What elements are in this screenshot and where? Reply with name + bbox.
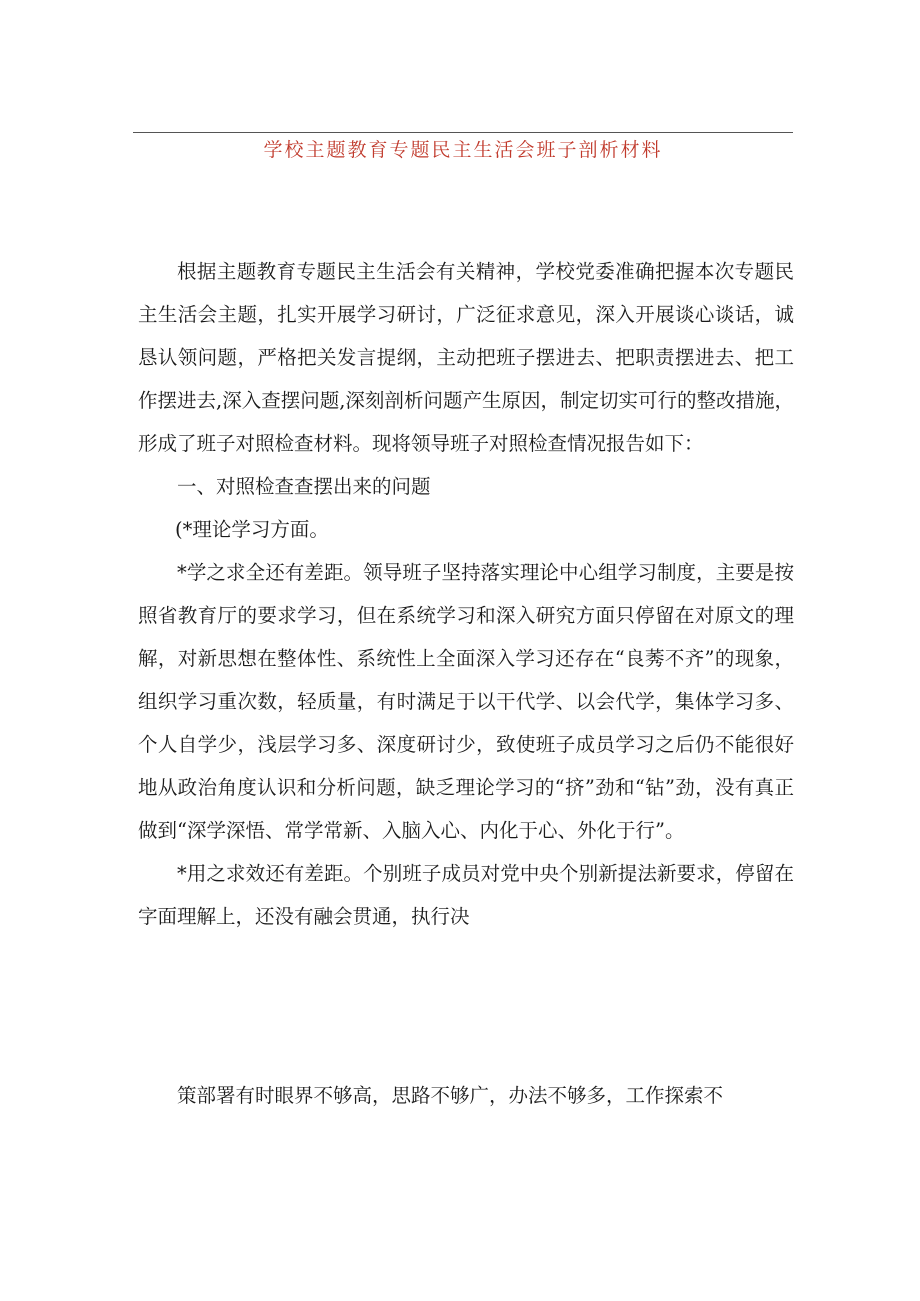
- intro-paragraph: 根据主题教育专题民主生活会有关精神，学校党委准确把握本次专题民主生活会主题，扎实开展学习研讨，广泛征求意见，深入开展谈心谈话，诚恳认领问题，严格把关发言提纲，主动把班子摆进去、把职责摆进去、把工作摆进去,深入查摆问题,深刻剖析问题产生原因，制定切实可行的整改措施，形成了班子对照检查材料。现将领导班子对照检查情况报告如下：: [138, 260, 794, 455]
- header-rule: [133, 132, 793, 133]
- section-heading-1: 一、对照检查查摆出来的问题: [177, 475, 431, 498]
- document-title: 学校主题教育专题民主生活会班子剖析材料: [263, 139, 663, 161]
- subsection-heading-1: (*理论学习方面。: [175, 518, 329, 541]
- document-body: [138, 250, 794, 938]
- continued-paragraph: 策部署有时眼界不够高，思路不够广，办法不够多，工作探索不: [177, 1084, 724, 1107]
- point-paragraph-1: *学之求全还有差距。领导班子坚持落实理论中心组学习制度，主要是按照省教育厅的要求学习，但在系统学习和深入研究方面只停留在对原文的理解，对新思想在整体性、系统性上全面深入学习还存在“良莠不齐”的现象，组织学习重次数，轻质量，有时满足于以干代学、以会代学，集体学习多、个人自学少，浅层学习多、深度研讨少，致使班子成员学习之后仍不能很好地从政治角度认识和分析问题，缺乏理论学习的“挤”劲和“钻”劲，没有真正做到“深学深悟、常学常新、入脑入心、内化于心、外化于行”。: [138, 561, 794, 842]
- point-paragraph-2: *用之求效还有差距。个别班子成员对党中央个别新提法新要求，停留在字面理解上，还没有融会贯通，执行决: [138, 862, 794, 928]
- continued-text-block: [138, 1074, 794, 1117]
